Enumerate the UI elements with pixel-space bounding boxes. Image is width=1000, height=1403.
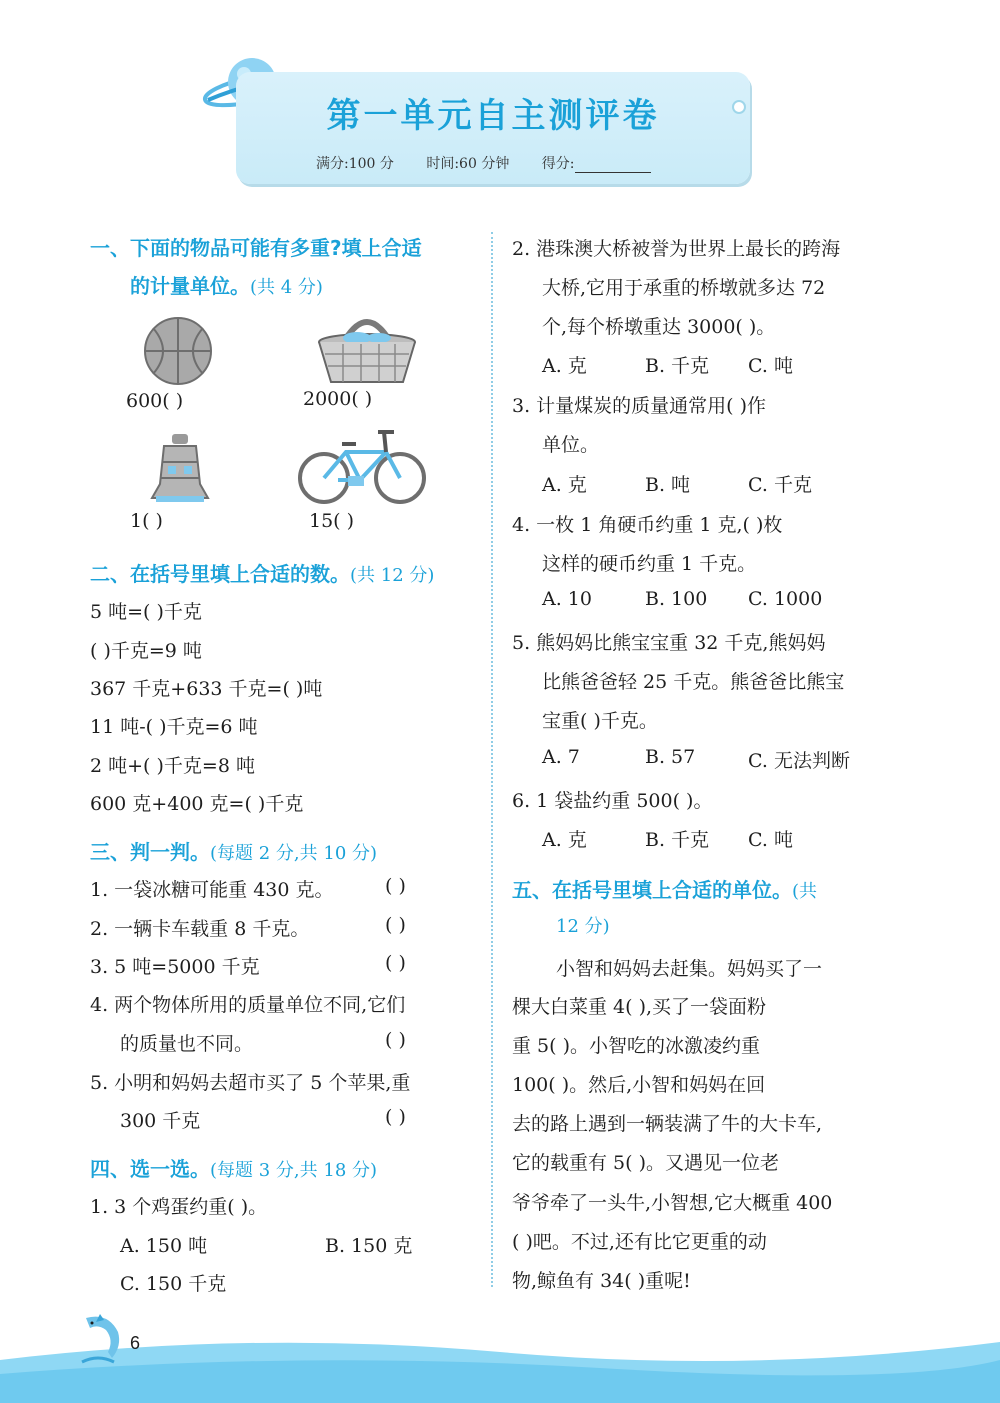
choice-q4: 4. 一枚 1 角硬币约重 1 克,( )枚 bbox=[512, 514, 783, 536]
judge-item-5: 5. 小明和妈妈去超市买了 5 个苹果,重 bbox=[90, 1072, 411, 1094]
choice-q3-opt-a[interactable]: A. 克 bbox=[542, 474, 587, 496]
choice-q5-cont: 比熊爸爸轻 25 千克。熊爸爸比熊宝 bbox=[542, 671, 845, 693]
fill-line[interactable]: 367 千克+633 千克=( )吨 bbox=[90, 678, 323, 700]
story-line[interactable]: 重 5( )。小智吃的冰激凌约重 bbox=[512, 1035, 760, 1057]
item-bell-answer[interactable]: 1( ) bbox=[130, 510, 163, 532]
choice-q3-opt-c[interactable]: C. 千克 bbox=[748, 474, 812, 496]
item-basket-answer[interactable]: 2000( ) bbox=[303, 388, 373, 410]
judge-item-4: 4. 两个物体所用的质量单位不同,它们 bbox=[90, 994, 406, 1016]
story-line: 爷爷牵了一头牛,小智想,它大概重 400 bbox=[512, 1192, 833, 1214]
section5-points: 12 分) bbox=[556, 916, 610, 937]
fill-line[interactable]: 11 吨-( )千克=6 吨 bbox=[90, 716, 258, 738]
fill-line[interactable]: 5 吨=( )千克 bbox=[90, 601, 202, 623]
choice-q2: 2. 港珠澳大桥被誉为世界上最长的跨海 bbox=[512, 238, 841, 260]
bell-icon bbox=[150, 432, 210, 504]
dolphin-icon bbox=[78, 1312, 128, 1368]
story-line: 小智和妈妈去赶集。妈妈买了一 bbox=[556, 958, 823, 980]
choice-q2-opt-b[interactable]: B. 千克 bbox=[645, 355, 710, 377]
choice-q2-cont: 大桥,它用于承重的桥墩就多达 72 bbox=[542, 277, 826, 299]
time-limit: 时间:60 分钟 bbox=[426, 156, 510, 172]
section2-title: 二、在括号里填上合适的数。(共 12 分) bbox=[90, 562, 435, 586]
story-line[interactable]: ( )吧。不过,还有比它更重的动 bbox=[512, 1231, 767, 1253]
choice-q4-opt-c[interactable]: C. 1000 bbox=[748, 588, 823, 610]
judge-item-2: 2. 一辆卡车载重 8 千克。 bbox=[90, 918, 310, 940]
header-meta bbox=[316, 153, 679, 173]
bicycle-icon bbox=[298, 422, 426, 506]
choice-q4-opt-a[interactable]: A. 10 bbox=[542, 588, 592, 610]
judge-blank-1[interactable]: ( ) bbox=[385, 875, 406, 897]
judge-blank-3[interactable]: ( ) bbox=[385, 952, 406, 974]
choice-q4-cont: 这样的硬币约重 1 千克。 bbox=[542, 553, 757, 575]
fill-line[interactable]: 600 克+400 克=( )千克 bbox=[90, 793, 304, 815]
choice-q6-opt-c[interactable]: C. 吨 bbox=[748, 829, 793, 851]
choice-q5-cont: 宝重( )千克。 bbox=[542, 710, 658, 732]
basket-icon bbox=[315, 308, 419, 386]
section1-title2: 的计量单位。(共 4 分) bbox=[130, 274, 323, 298]
fill-line[interactable]: ( )千克=9 吨 bbox=[90, 640, 202, 662]
item-bicycle-answer[interactable]: 15( ) bbox=[309, 510, 355, 532]
choice-q3-cont: 单位。 bbox=[542, 434, 600, 456]
story-line[interactable]: 物,鲸鱼有 34( )重呢! bbox=[512, 1270, 691, 1292]
score-label: 得分: bbox=[542, 156, 679, 172]
choice-q6-opt-a[interactable]: A. 克 bbox=[542, 829, 587, 851]
judge-item-4-cont: 的质量也不同。 bbox=[120, 1033, 254, 1055]
choice-q1-opt-b[interactable]: B. 150 克 bbox=[325, 1235, 413, 1257]
basketball-icon bbox=[143, 316, 213, 386]
choice-q3: 3. 计量煤炭的质量通常用( )作 bbox=[512, 395, 767, 417]
judge-blank-5[interactable]: ( ) bbox=[385, 1106, 406, 1128]
story-line[interactable]: 它的载重有 5( )。又遇见一位老 bbox=[512, 1152, 779, 1174]
section1-title: 一、下面的物品可能有多重?填上合适 bbox=[90, 236, 422, 260]
judge-blank-2[interactable]: ( ) bbox=[385, 914, 406, 936]
choice-q1-opt-a[interactable]: A. 150 吨 bbox=[120, 1235, 208, 1257]
section3-title: 三、判一判。(每题 2 分,共 10 分) bbox=[90, 840, 378, 864]
choice-q5: 5. 熊妈妈比熊宝宝重 32 千克,熊妈妈 bbox=[512, 632, 826, 654]
footer-wave bbox=[0, 1330, 1000, 1403]
choice-q2-cont: 个,每个桥墩重达 3000( )。 bbox=[542, 316, 776, 338]
section4-title: 四、选一选。(每题 3 分,共 18 分) bbox=[90, 1157, 378, 1181]
choice-q3-opt-b[interactable]: B. 吨 bbox=[645, 474, 691, 496]
choice-q2-opt-c[interactable]: C. 吨 bbox=[748, 355, 793, 377]
page-title: 第一单元自主测评卷 bbox=[326, 96, 660, 136]
section5-title: 五、在括号里填上合适的单位。(共 bbox=[512, 878, 818, 902]
story-line: 去的路上遇到一辆装满了牛的大卡车, bbox=[512, 1113, 823, 1135]
fill-line[interactable]: 2 吨+( )千克=8 吨 bbox=[90, 755, 255, 777]
judge-item-5-cont: 300 千克 bbox=[120, 1110, 201, 1132]
column-divider bbox=[491, 232, 493, 1287]
choice-q5-opt-c[interactable]: C. 无法判断 bbox=[748, 750, 850, 772]
judge-item-3: 3. 5 吨=5000 千克 bbox=[90, 956, 260, 978]
story-line[interactable]: 棵大白菜重 4( ),买了一袋面粉 bbox=[512, 996, 767, 1018]
page-number: 6 bbox=[130, 1333, 141, 1353]
choice-q6: 6. 1 袋盐约重 500( )。 bbox=[512, 790, 713, 812]
choice-q5-opt-a[interactable]: A. 7 bbox=[542, 746, 580, 768]
judge-item-1: 1. 一袋冰糖可能重 430 克。 bbox=[90, 879, 334, 901]
choice-q2-opt-a[interactable]: A. 克 bbox=[542, 355, 587, 377]
item-ball-answer[interactable]: 600( ) bbox=[126, 390, 184, 412]
story-line[interactable]: 100( )。然后,小智和妈妈在回 bbox=[512, 1074, 766, 1096]
choice-q1: 1. 3 个鸡蛋约重( )。 bbox=[90, 1196, 268, 1218]
choice-q5-opt-b[interactable]: B. 57 bbox=[645, 746, 696, 768]
choice-q4-opt-b[interactable]: B. 100 bbox=[645, 588, 708, 610]
score-blank[interactable] bbox=[575, 158, 651, 173]
choice-q6-opt-b[interactable]: B. 千克 bbox=[645, 829, 710, 851]
full-score: 满分:100 分 bbox=[316, 156, 394, 172]
choice-q1-opt-c[interactable]: C. 150 千克 bbox=[120, 1273, 227, 1295]
judge-blank-4[interactable]: ( ) bbox=[385, 1029, 406, 1051]
